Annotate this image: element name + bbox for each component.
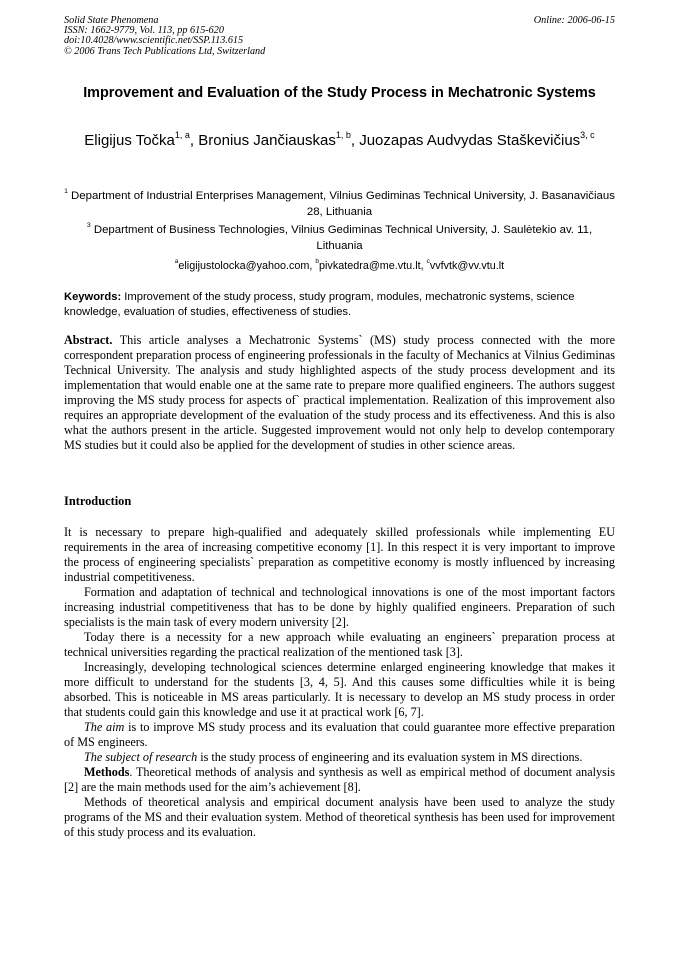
keywords	[64, 290, 615, 319]
abstract	[64, 333, 615, 453]
author-emails	[64, 259, 615, 273]
affiliation-text: Department of Business Technologies, Vilnius Gediminas Technical University, J. Saulėtekio av. 11, Lithuania	[90, 224, 593, 252]
paragraph	[64, 720, 615, 750]
paragraph: Methods of theoretical analysis and empirical document analysis have been used to analyze the study programs of the MS and their evaluation system. Method of theoretical synthesis has been used for improvement of this study process and its evaluation.	[64, 795, 615, 839]
author-name: Juozapas Audvydas Staškevičius	[359, 132, 581, 149]
journal-name: Solid State Phenomena	[64, 15, 159, 26]
author-name: Bronius Jančiauskas	[198, 132, 336, 149]
paragraph: It is necessary to prepare high-qualified and adequately skilled professionals while implementing EU requirements in the area of increasing competitive economy [1]. In this respect it is very important to improve the process of engineering specialists` preparation as competitive economy is mostly influenced by increasing industrial competitiveness.	[64, 525, 615, 584]
abstract-text: This article analyses a Mechatronic Systems` (MS) study process connected with the more correspondent preparation process of engineering professionals in the faculty of Mechanics at Vilnius Gediminas Technical University. The analysis and study highlighted aspects of the study process development and its implementation that would enable one at the same rate to prepare more qualified engineers. The authors suggest improving the MS study process for aspects of` practical implementation. Realization of this improvement also requires an appropriate development of the evaluation of the study process and its effectiveness. And this is also what the authors present in the article. Suggested improvement would not only help to develop contemporary MS studies but it could also be applied for the development of studies in other science areas.	[64, 333, 615, 452]
emphasis: The subject of research	[84, 750, 198, 764]
paragraph: Increasingly, developing technological sciences determine enlarged engineering knowledge that makes it more difficult to understand for the students [3, 4, 5]. And this causes some difficulties while it is being absorbed. This is noticeable in MS areas particularly. It is necessary to develop an MS study process in order that students could gain this knowledge and use it at practical work [6, 7].	[64, 660, 615, 719]
author-separator: ,	[350, 132, 360, 149]
online-date: Online: 2006-06-15	[533, 15, 615, 26]
paragraph	[64, 750, 615, 765]
abstract-label: Abstract.	[64, 333, 113, 347]
paragraph: Formation and adaptation of technical and technological innovations is one of the most important factors increasing industrial competitiveness that has to be done by highly qualified engineers. Preparation of such specialists is the main task of every modern university [2].	[64, 585, 615, 629]
keywords-text: Improvement of the study process, study program, modules, mechatronic systems, science knowledge, evaluation of studies, effectiveness of studies.	[64, 291, 575, 318]
email-address: eligijustolocka@yahoo.com,	[178, 260, 316, 272]
author-separator: ,	[189, 132, 199, 149]
email-address: vvfvtk@vv.vtu.lt	[429, 260, 505, 272]
email-mark: a	[174, 258, 179, 266]
email-mark: b	[315, 258, 320, 266]
affiliation-number: 1	[64, 188, 68, 196]
paper-title: Improvement and Evaluation of the Study Process in Mechatronic Systems	[83, 85, 596, 101]
introduction-body	[64, 525, 615, 840]
author-affiliation-mark: 3, c	[580, 129, 595, 140]
paragraph-text: is the study process of engineering and its evaluation system in MS directions.	[197, 750, 583, 764]
journal-header	[64, 16, 615, 57]
issn-line: ISSN: 1662-9779, Vol. 113, pp 615-620	[64, 25, 224, 37]
doi-line: doi:10.4028/www.scientific.net/SSP.113.615	[64, 35, 244, 47]
paragraph: Today there is a necessity for a new approach while evaluating an engineers` preparation process at technical universities regarding the practical realization of the mentioned task [3].	[64, 630, 615, 659]
copyright-line: © 2006 Trans Tech Publications Ltd, Switzerland	[64, 45, 266, 57]
keywords-label: Keywords:	[64, 291, 122, 303]
affiliation-1	[64, 188, 615, 220]
paragraph-text: is to improve MS study process and its evaluation that could guarantee more effective preparation of MS engineers.	[64, 720, 616, 749]
affiliation-3	[64, 222, 615, 254]
paragraph-text: . Theoretical methods of analysis and synthesis as well as empirical method of document analysis [2] are the main methods used for the aim’s achievement [8].	[64, 765, 615, 794]
author-affiliation-mark: 1, b	[335, 129, 351, 140]
email-address: pivkatedra@me.vtu.lt,	[319, 260, 427, 272]
bold-term: Methods	[84, 765, 130, 779]
emphasis: The aim	[84, 720, 125, 734]
author-affiliation-mark: 1, a	[174, 129, 190, 140]
paragraph	[64, 765, 615, 795]
affiliation-text: Department of Industrial Enterprises Management, Vilnius Gediminas Technical University, J. Basanavičiaus 28, Lithuania	[67, 190, 615, 218]
email-mark: c	[426, 258, 430, 266]
author-list	[64, 130, 615, 151]
introduction-heading: Introduction	[64, 494, 132, 508]
affiliation-number: 3	[86, 222, 91, 230]
author-name: Eligijus Točka	[84, 132, 175, 149]
